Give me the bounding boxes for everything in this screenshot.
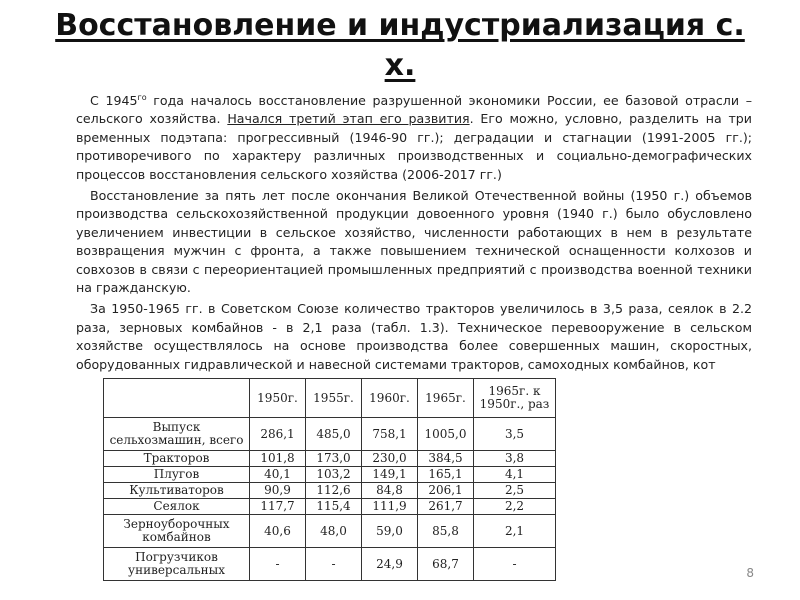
cell-value: 384,5: [418, 451, 474, 467]
cell-value: 85,8: [418, 515, 474, 548]
p1-middle: года началось восстановление разрушенной экономики России, ее базовой отрасли – сельского хозяйства.: [76, 93, 752, 127]
table-row: [104, 483, 556, 499]
cell-value: 111,9: [362, 499, 418, 515]
p1-end: . Его можно, условно, разделить на три временных подэтапа: прогрессивный (1946-90 гг.); деградации и стагнации (1991-2005 гг.); противоречивого по характеру различных производственных и социально-демографических процессов восстановления сельского хозяйства (2006-2017 гг.): [76, 111, 752, 182]
body-text: [76, 92, 752, 377]
page-number: 8: [746, 566, 754, 580]
cell-value: 165,1: [418, 467, 474, 483]
header-cell: 1965г.: [418, 379, 474, 418]
machinery-table: [103, 378, 556, 581]
row-label: Плугов: [104, 467, 250, 483]
row-label: Выпуск сельхозмашин, всего: [104, 418, 250, 451]
cell-value: 261,7: [418, 499, 474, 515]
cell-value: 68,7: [418, 548, 474, 581]
cell-value: -: [306, 548, 362, 581]
table-row: [104, 499, 556, 515]
row-label: Тракторов: [104, 451, 250, 467]
paragraph-1: [76, 92, 752, 184]
cell-value: 101,8: [250, 451, 306, 467]
cell-value: 24,9: [362, 548, 418, 581]
header-cell: 1965г. к 1950г., раз: [474, 379, 556, 418]
header-cell: [104, 379, 250, 418]
row-label: Сеялок: [104, 499, 250, 515]
cell-value: 117,7: [250, 499, 306, 515]
p1-superscript: го: [137, 92, 147, 102]
table-header-row: [104, 379, 556, 418]
cell-value: 40,1: [250, 467, 306, 483]
table-row: [104, 467, 556, 483]
cell-ratio: 4,1: [474, 467, 556, 483]
cell-value: 206,1: [418, 483, 474, 499]
table-row: [104, 548, 556, 581]
cell-ratio: 2,1: [474, 515, 556, 548]
slide-title: Восстановление и индустриализация с. х.: [55, 8, 745, 83]
table-row: [104, 515, 556, 548]
cell-ratio: 2,2: [474, 499, 556, 515]
cell-value: 758,1: [362, 418, 418, 451]
cell-value: 103,2: [306, 467, 362, 483]
cell-value: 115,4: [306, 499, 362, 515]
cell-value: 173,0: [306, 451, 362, 467]
cell-value: 112,6: [306, 483, 362, 499]
cell-value: 40,6: [250, 515, 306, 548]
cell-value: 149,1: [362, 467, 418, 483]
cell-ratio: -: [474, 548, 556, 581]
p1-underlined-text: Начался третий этап его развития: [227, 111, 470, 127]
cell-ratio: 2,5: [474, 483, 556, 499]
p1-start: С 1945: [90, 93, 138, 108]
paragraph-2: Восстановление за пять лет после окончания Великой Отечественной войны (1950 г.) объемов производства сельскохозяйственной продукции довоенного уровня (1940 г.) было обусловлено увеличением инвестиции в сельское хозяйство, численности работающих в нем в результате возвращения мужчин с фронта, а также повышением технической оснащенности колхозов и совхозов в связи с переориентацией промышленных предприятий с производства военной техники на гражданскую.: [76, 188, 752, 296]
row-label: Погрузчиков универсальных: [104, 548, 250, 581]
cell-value: 48,0: [306, 515, 362, 548]
row-label: Зерноуборочных комбайнов: [104, 515, 250, 548]
header-cell: 1960г.: [362, 379, 418, 418]
cell-value: 286,1: [250, 418, 306, 451]
cell-ratio: 3,8: [474, 451, 556, 467]
table-row: [104, 451, 556, 467]
machinery-table-image: [103, 378, 556, 581]
header-cell: 1955г.: [306, 379, 362, 418]
cell-value: -: [250, 548, 306, 581]
cell-value: 59,0: [362, 515, 418, 548]
cell-ratio: 3,5: [474, 418, 556, 451]
cell-value: 230,0: [362, 451, 418, 467]
cell-value: 485,0: [306, 418, 362, 451]
cell-value: 84,8: [362, 483, 418, 499]
header-cell: 1950г.: [250, 379, 306, 418]
table-row: [104, 418, 556, 451]
cell-value: 90,9: [250, 483, 306, 499]
paragraph-3: За 1950-1965 гг. в Советском Союзе количество тракторов увеличилось в 3,5 раза, сеялок в 2.2 раза, зерновых комбайнов - в 2,1 раза (табл. 1.3). Техническое перевооружение в сельском хозяйстве осуществлялось на основе производства более совершенных машин, скоростных, оборудованных гидравлической и навесной системами тракторов, самоходных комбайнов, кот: [76, 301, 752, 372]
cell-value: 1005,0: [418, 418, 474, 451]
row-label: Культиваторов: [104, 483, 250, 499]
